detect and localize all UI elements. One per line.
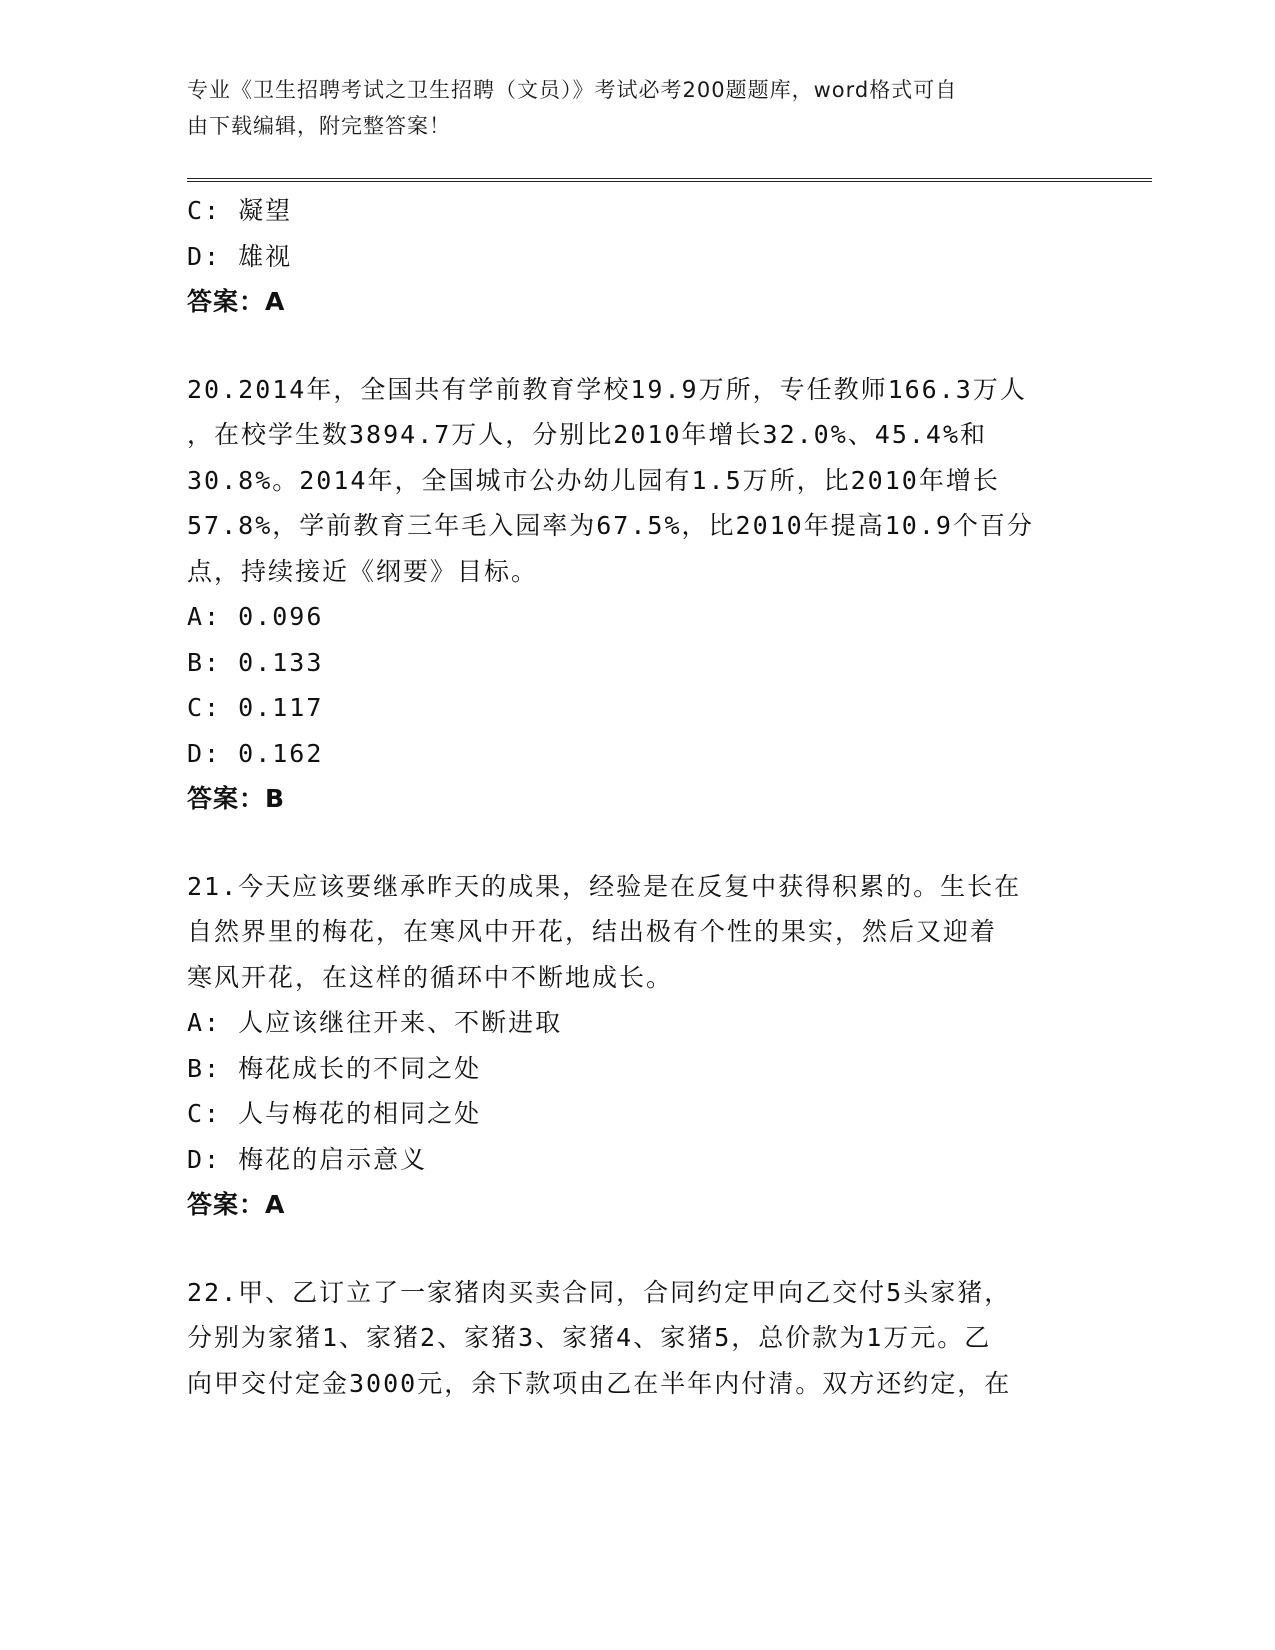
option-c: C: 人与梅花的相同之处 [187,1099,482,1128]
question-text-line: 21.今天应该要继承昨天的成果，经验是在反复中获得积累的。生长在 [187,871,1022,901]
option-d: D: 0.162 [187,738,324,768]
option-c: C: 凝望 [187,196,293,225]
page-header [187,72,1067,144]
answer-line: 答案：A [187,1190,286,1219]
question-text-line: 点，持续接近《纲要》目标。 [187,556,539,586]
question-text-line: 自然界里的梅花，在寒风中开花，结出极有个性的果实，然后又迎着 [187,917,998,946]
question-text-line: 30.8%。2014年，全国城市公办幼儿园有1.5万所，比2010年增长 [187,465,1000,495]
question-text-line: 20.2014年，全国共有学前教育学校19.9万所，专任教师166.3万人 [187,374,1027,404]
option-a: A: 0.096 [187,602,324,631]
question-19-tail [187,188,1087,325]
option-b: B: 梅花成长的不同之处 [187,1053,482,1083]
option-d: D: 梅花的启示意义 [187,1144,428,1174]
question-21 [187,864,1087,1228]
option-a: A: 人应该继往开来、不断进取 [187,1008,563,1037]
spacer [187,325,1087,367]
question-20 [187,367,1087,822]
question-text-line: ，在校学生数3894.7万人，分别比2010年增长32.0%、45.4%和 [187,420,988,449]
question-text-line: 向甲交付定金3000元，余下款项由乙在半年内付清。双方还约定，在 [187,1368,1012,1398]
question-text-line: 22.甲、乙订立了一家猪肉买卖合同，合同约定甲向乙交付5头家猪， [187,1277,1012,1307]
header-title-line-2: 由下载编辑，附完整答案！ [187,114,451,138]
answer-line: 答案：A [187,287,286,316]
document-body [187,188,1087,1406]
header-divider [187,178,1152,182]
question-text-line: 分别为家猪1、家猪2、家猪3、家猪4、家猪5，总价款为1万元。乙 [187,1323,992,1352]
answer-line: 答案：B [187,784,286,813]
option-b: B: 0.133 [187,647,324,677]
option-c: C: 0.117 [187,693,324,722]
spacer [187,1228,1087,1270]
question-text-line: 寒风开花，在这样的循环中不断地成长。 [187,962,674,992]
spacer [187,822,1087,864]
question-text-line: 57.8%，学前教育三年毛入园率为67.5%，比2010年提高10.9个百分 [187,511,1034,540]
header-title-line-1: 专业《卫生招聘考试之卫生招聘（文员）》考试必考200题题库，word格式可自 [187,78,958,102]
option-d: D: 雄视 [187,241,293,271]
question-22 [187,1270,1087,1407]
